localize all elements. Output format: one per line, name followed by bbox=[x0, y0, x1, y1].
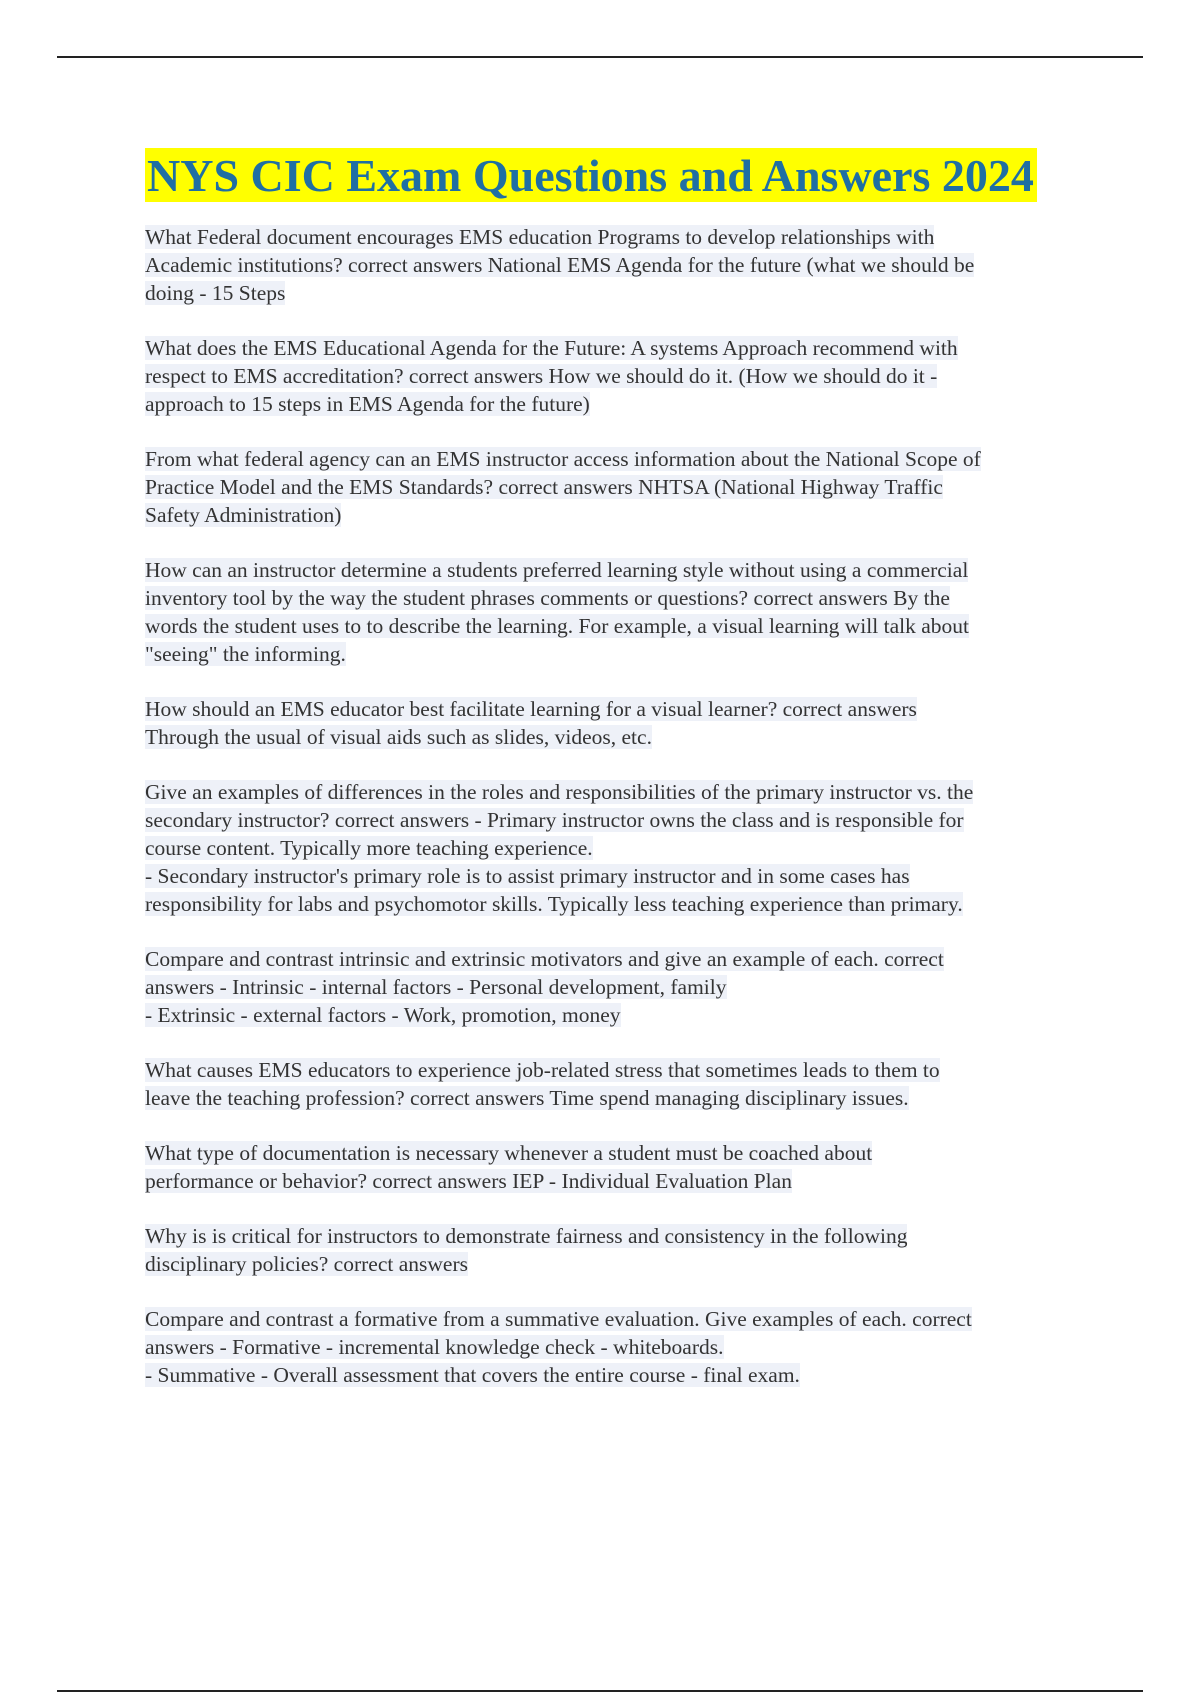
qa-item bbox=[145, 1222, 1090, 1278]
qa-line-text: approach to 15 steps in EMS Agenda for the future) bbox=[145, 392, 590, 416]
qa-line-text: Compare and contrast intrinsic and extrinsic motivators and give an example of each. correct bbox=[145, 947, 944, 971]
qa-line bbox=[145, 945, 1090, 973]
qa-item bbox=[145, 695, 1090, 751]
qa-line-text: What does the EMS Educational Agenda for the Future: A systems Approach recommend with bbox=[145, 336, 958, 360]
qa-line-text: "seeing" the informing. bbox=[145, 642, 346, 666]
qa-line bbox=[145, 612, 1090, 640]
qa-line bbox=[145, 1361, 1090, 1389]
qa-line-text: Compare and contrast a formative from a summative evaluation. Give examples of each. correct bbox=[145, 1307, 972, 1331]
qa-line bbox=[145, 1001, 1090, 1029]
qa-line bbox=[145, 556, 1090, 584]
qa-line bbox=[145, 223, 1090, 251]
qa-line bbox=[145, 806, 1090, 834]
qa-line bbox=[145, 973, 1090, 1001]
top-rule bbox=[57, 56, 1143, 58]
qa-line bbox=[145, 1305, 1090, 1333]
qa-line bbox=[145, 834, 1090, 862]
qa-item bbox=[145, 945, 1090, 1029]
qa-line-text: responsibility for labs and psychomotor skills. Typically less teaching experience than primary. bbox=[145, 892, 963, 916]
document-body bbox=[145, 148, 1090, 1416]
qa-line bbox=[145, 778, 1090, 806]
qa-item bbox=[145, 1139, 1090, 1195]
qa-line-text: From what federal agency can an EMS instructor access information about the National Scope of bbox=[145, 447, 981, 471]
qa-line-text: What causes EMS educators to experience job-related stress that sometimes leads to them to bbox=[145, 1058, 940, 1082]
qa-line-text: - Secondary instructor's primary role is to assist primary instructor and in some cases has bbox=[145, 864, 910, 888]
qa-line bbox=[145, 862, 1090, 890]
qa-item bbox=[145, 1056, 1090, 1112]
qa-line-text: disciplinary policies? correct answers bbox=[145, 1252, 468, 1276]
qa-line bbox=[145, 390, 1090, 418]
qa-line-text: How should an EMS educator best facilitate learning for a visual learner? correct answers bbox=[145, 697, 917, 721]
qa-line-text: leave the teaching profession? correct answers Time spend managing disciplinary issues. bbox=[145, 1086, 909, 1110]
qa-line bbox=[145, 695, 1090, 723]
qa-line bbox=[145, 1139, 1090, 1167]
qa-line-text: answers - Intrinsic - internal factors - Personal development, family bbox=[145, 975, 727, 999]
qa-line-text: Academic institutions? correct answers National EMS Agenda for the future (what we should be bbox=[145, 253, 975, 277]
qa-line-text: doing - 15 Steps bbox=[145, 281, 286, 305]
page-title: NYS CIC Exam Questions and Answers 2024 bbox=[145, 148, 1037, 202]
bottom-rule bbox=[57, 1690, 1143, 1692]
qa-line-text: What Federal document encourages EMS education Programs to develop relationships with bbox=[145, 225, 935, 249]
qa-line-text: secondary instructor? correct answers - Primary instructor owns the class and is responsible for bbox=[145, 808, 964, 832]
qa-line bbox=[145, 1084, 1090, 1112]
qa-line-text: Give an examples of differences in the roles and responsibilities of the primary instructor vs. the bbox=[145, 780, 974, 804]
qa-line bbox=[145, 445, 1090, 473]
qa-line-text: Safety Administration) bbox=[145, 503, 342, 527]
qa-list bbox=[145, 223, 1090, 1389]
qa-line bbox=[145, 1222, 1090, 1250]
qa-line bbox=[145, 1167, 1090, 1195]
qa-line-text: Practice Model and the EMS Standards? correct answers NHTSA (National Highway Traffic bbox=[145, 475, 943, 499]
qa-line bbox=[145, 473, 1090, 501]
qa-line-text: answers - Formative - incremental knowledge check - whiteboards. bbox=[145, 1335, 724, 1359]
qa-line-text: performance or behavior? correct answers IEP - Individual Evaluation Plan bbox=[145, 1169, 792, 1193]
qa-line bbox=[145, 1250, 1090, 1278]
qa-line bbox=[145, 640, 1090, 668]
qa-item bbox=[145, 1305, 1090, 1389]
qa-line-text: - Summative - Overall assessment that covers the entire course - final exam. bbox=[145, 1363, 800, 1387]
qa-line bbox=[145, 1056, 1090, 1084]
qa-line bbox=[145, 584, 1090, 612]
qa-line-text: How can an instructor determine a students preferred learning style without using a commercial bbox=[145, 558, 969, 582]
qa-line-text: course content. Typically more teaching experience. bbox=[145, 836, 593, 860]
qa-line bbox=[145, 251, 1090, 279]
qa-item bbox=[145, 445, 1090, 529]
qa-line-text: respect to EMS accreditation? correct answers How we should do it. (How we should do it - bbox=[145, 364, 938, 388]
qa-item bbox=[145, 334, 1090, 418]
qa-line bbox=[145, 279, 1090, 307]
qa-line-text: Through the usual of visual aids such as slides, videos, etc. bbox=[145, 725, 652, 749]
qa-line bbox=[145, 1333, 1090, 1361]
qa-line bbox=[145, 362, 1090, 390]
qa-item bbox=[145, 556, 1090, 668]
qa-line-text: inventory tool by the way the student phrases comments or questions? correct answers By the bbox=[145, 586, 950, 610]
qa-line bbox=[145, 890, 1090, 918]
qa-line bbox=[145, 334, 1090, 362]
qa-line bbox=[145, 723, 1090, 751]
qa-line-text: - Extrinsic - external factors - Work, promotion, money bbox=[145, 1003, 621, 1027]
qa-line-text: words the student uses to to describe the learning. For example, a visual learning will talk about bbox=[145, 614, 969, 638]
qa-item bbox=[145, 778, 1090, 918]
qa-line-text: What type of documentation is necessary whenever a student must be coached about bbox=[145, 1141, 873, 1165]
qa-line-text: Why is is critical for instructors to demonstrate fairness and consistency in the following bbox=[145, 1224, 908, 1248]
qa-item bbox=[145, 223, 1090, 307]
qa-line bbox=[145, 501, 1090, 529]
